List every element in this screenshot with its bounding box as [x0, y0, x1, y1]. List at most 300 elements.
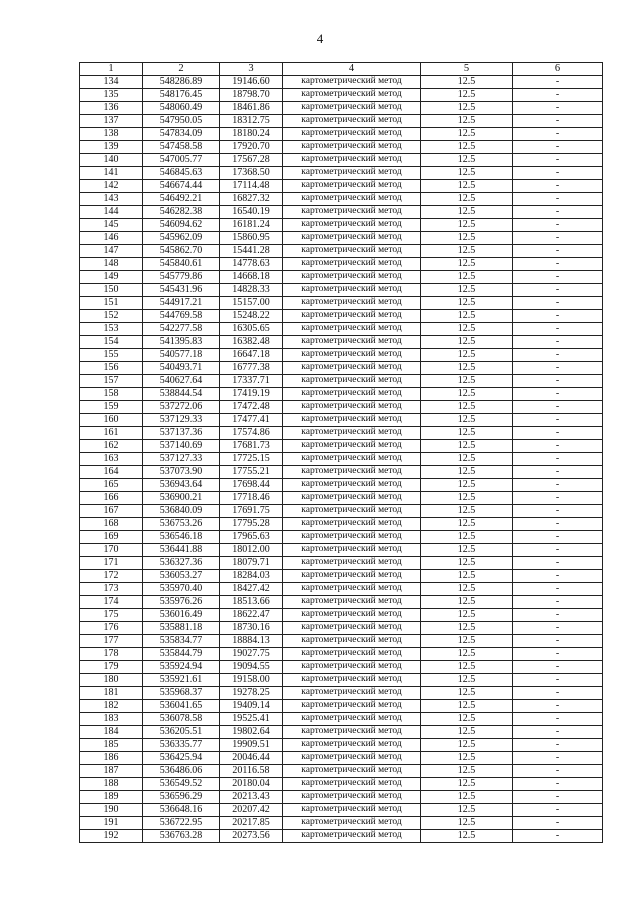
- method-cell: картометрический метод: [283, 726, 421, 739]
- accuracy-cell: 12.5: [421, 674, 513, 687]
- x-coordinate-cell: 536425.94: [143, 752, 220, 765]
- y-coordinate-cell: 16827.32: [220, 193, 283, 206]
- accuracy-cell: 12.5: [421, 453, 513, 466]
- method-cell: картометрический метод: [283, 115, 421, 128]
- y-coordinate-cell: 18180.24: [220, 128, 283, 141]
- method-cell: картометрический метод: [283, 674, 421, 687]
- accuracy-cell: 12.5: [421, 492, 513, 505]
- note-cell: -: [513, 648, 603, 661]
- table-row: [80, 583, 603, 596]
- note-cell: -: [513, 284, 603, 297]
- method-cell: картометрический метод: [283, 245, 421, 258]
- y-coordinate-cell: 19146.60: [220, 76, 283, 89]
- method-cell: картометрический метод: [283, 518, 421, 531]
- method-cell: картометрический метод: [283, 271, 421, 284]
- note-cell: -: [513, 739, 603, 752]
- point-number-cell: 144: [80, 206, 143, 219]
- y-coordinate-cell: 18312.75: [220, 115, 283, 128]
- accuracy-cell: 12.5: [421, 648, 513, 661]
- y-coordinate-cell: 20207.42: [220, 804, 283, 817]
- method-cell: картометрический метод: [283, 817, 421, 830]
- method-cell: картометрический метод: [283, 310, 421, 323]
- point-number-cell: 171: [80, 557, 143, 570]
- point-number-cell: 190: [80, 804, 143, 817]
- point-number-cell: 169: [80, 531, 143, 544]
- table-row: [80, 336, 603, 349]
- header-row: [80, 63, 603, 76]
- point-number-cell: 168: [80, 518, 143, 531]
- point-number-cell: 135: [80, 89, 143, 102]
- column-header: 6: [513, 63, 603, 76]
- table-row: [80, 297, 603, 310]
- note-cell: -: [513, 635, 603, 648]
- note-cell: -: [513, 622, 603, 635]
- y-coordinate-cell: 15157.00: [220, 297, 283, 310]
- method-cell: картометрический метод: [283, 635, 421, 648]
- method-cell: картометрический метод: [283, 531, 421, 544]
- method-cell: картометрический метод: [283, 297, 421, 310]
- accuracy-cell: 12.5: [421, 817, 513, 830]
- point-number-cell: 159: [80, 401, 143, 414]
- note-cell: -: [513, 89, 603, 102]
- note-cell: -: [513, 154, 603, 167]
- y-coordinate-cell: 20217.85: [220, 817, 283, 830]
- x-coordinate-cell: 537127.33: [143, 453, 220, 466]
- table-row: [80, 765, 603, 778]
- note-cell: -: [513, 674, 603, 687]
- y-coordinate-cell: 16777.38: [220, 362, 283, 375]
- method-cell: картометрический метод: [283, 648, 421, 661]
- note-cell: -: [513, 193, 603, 206]
- point-number-cell: 176: [80, 622, 143, 635]
- accuracy-cell: 12.5: [421, 830, 513, 843]
- method-cell: картометрический метод: [283, 219, 421, 232]
- point-number-cell: 164: [80, 466, 143, 479]
- x-coordinate-cell: 535881.18: [143, 622, 220, 635]
- y-coordinate-cell: 18798.70: [220, 89, 283, 102]
- method-cell: картометрический метод: [283, 739, 421, 752]
- x-coordinate-cell: 535844.79: [143, 648, 220, 661]
- table-row: [80, 518, 603, 531]
- x-coordinate-cell: 537137.36: [143, 427, 220, 440]
- table-row: [80, 440, 603, 453]
- x-coordinate-cell: 536078.58: [143, 713, 220, 726]
- accuracy-cell: 12.5: [421, 505, 513, 518]
- method-cell: картометрический метод: [283, 596, 421, 609]
- x-coordinate-cell: 535976.26: [143, 596, 220, 609]
- point-number-cell: 165: [80, 479, 143, 492]
- accuracy-cell: 12.5: [421, 349, 513, 362]
- table-row: [80, 479, 603, 492]
- y-coordinate-cell: 18284.03: [220, 570, 283, 583]
- accuracy-cell: 12.5: [421, 115, 513, 128]
- y-coordinate-cell: 17795.28: [220, 518, 283, 531]
- point-number-cell: 192: [80, 830, 143, 843]
- y-coordinate-cell: 17965.63: [220, 531, 283, 544]
- note-cell: -: [513, 544, 603, 557]
- y-coordinate-cell: 17337.71: [220, 375, 283, 388]
- y-coordinate-cell: 20213.43: [220, 791, 283, 804]
- accuracy-cell: 12.5: [421, 271, 513, 284]
- point-number-cell: 184: [80, 726, 143, 739]
- x-coordinate-cell: 536549.52: [143, 778, 220, 791]
- method-cell: картометрический метод: [283, 466, 421, 479]
- method-cell: картометрический метод: [283, 414, 421, 427]
- accuracy-cell: 12.5: [421, 193, 513, 206]
- method-cell: картометрический метод: [283, 206, 421, 219]
- point-number-cell: 157: [80, 375, 143, 388]
- y-coordinate-cell: 17681.73: [220, 440, 283, 453]
- point-number-cell: 178: [80, 648, 143, 661]
- point-number-cell: 158: [80, 388, 143, 401]
- note-cell: -: [513, 596, 603, 609]
- note-cell: -: [513, 297, 603, 310]
- table-row: [80, 310, 603, 323]
- accuracy-cell: 12.5: [421, 141, 513, 154]
- point-number-cell: 154: [80, 336, 143, 349]
- column-header: 2: [143, 63, 220, 76]
- note-cell: -: [513, 713, 603, 726]
- method-cell: картометрический метод: [283, 609, 421, 622]
- method-cell: картометрический метод: [283, 193, 421, 206]
- table-row: [80, 284, 603, 297]
- y-coordinate-cell: 19278.25: [220, 687, 283, 700]
- column-header: 5: [421, 63, 513, 76]
- point-number-cell: 137: [80, 115, 143, 128]
- table-row: [80, 401, 603, 414]
- note-cell: -: [513, 323, 603, 336]
- accuracy-cell: 12.5: [421, 401, 513, 414]
- accuracy-cell: 12.5: [421, 791, 513, 804]
- table-row: [80, 115, 603, 128]
- point-number-cell: 167: [80, 505, 143, 518]
- note-cell: -: [513, 271, 603, 284]
- table-row: [80, 271, 603, 284]
- accuracy-cell: 12.5: [421, 739, 513, 752]
- x-coordinate-cell: 547834.09: [143, 128, 220, 141]
- y-coordinate-cell: 17691.75: [220, 505, 283, 518]
- point-number-cell: 161: [80, 427, 143, 440]
- accuracy-cell: 12.5: [421, 687, 513, 700]
- accuracy-cell: 12.5: [421, 323, 513, 336]
- point-number-cell: 143: [80, 193, 143, 206]
- accuracy-cell: 12.5: [421, 245, 513, 258]
- accuracy-cell: 12.5: [421, 466, 513, 479]
- note-cell: -: [513, 531, 603, 544]
- y-coordinate-cell: 18730.16: [220, 622, 283, 635]
- y-coordinate-cell: 16181.24: [220, 219, 283, 232]
- accuracy-cell: 12.5: [421, 609, 513, 622]
- point-number-cell: 191: [80, 817, 143, 830]
- x-coordinate-cell: 544769.58: [143, 310, 220, 323]
- accuracy-cell: 12.5: [421, 661, 513, 674]
- point-number-cell: 181: [80, 687, 143, 700]
- note-cell: -: [513, 427, 603, 440]
- point-number-cell: 146: [80, 232, 143, 245]
- x-coordinate-cell: 548286.89: [143, 76, 220, 89]
- method-cell: картометрический метод: [283, 479, 421, 492]
- x-coordinate-cell: 536016.49: [143, 609, 220, 622]
- table-row: [80, 713, 603, 726]
- y-coordinate-cell: 14668.18: [220, 271, 283, 284]
- accuracy-cell: 12.5: [421, 479, 513, 492]
- y-coordinate-cell: 15248.22: [220, 310, 283, 323]
- accuracy-cell: 12.5: [421, 427, 513, 440]
- accuracy-cell: 12.5: [421, 726, 513, 739]
- accuracy-cell: 12.5: [421, 284, 513, 297]
- accuracy-cell: 12.5: [421, 375, 513, 388]
- accuracy-cell: 12.5: [421, 531, 513, 544]
- table-row: [80, 258, 603, 271]
- x-coordinate-cell: 540577.18: [143, 349, 220, 362]
- y-coordinate-cell: 17755.21: [220, 466, 283, 479]
- y-coordinate-cell: 17920.70: [220, 141, 283, 154]
- accuracy-cell: 12.5: [421, 154, 513, 167]
- table-row: [80, 349, 603, 362]
- method-cell: картометрический метод: [283, 583, 421, 596]
- table-body: [80, 76, 603, 843]
- note-cell: -: [513, 440, 603, 453]
- table-row: [80, 427, 603, 440]
- note-cell: -: [513, 518, 603, 531]
- y-coordinate-cell: 17567.28: [220, 154, 283, 167]
- note-cell: -: [513, 453, 603, 466]
- note-cell: -: [513, 219, 603, 232]
- note-cell: -: [513, 167, 603, 180]
- x-coordinate-cell: 547458.58: [143, 141, 220, 154]
- table-row: [80, 141, 603, 154]
- y-coordinate-cell: 18079.71: [220, 557, 283, 570]
- x-coordinate-cell: 546674.44: [143, 180, 220, 193]
- note-cell: -: [513, 128, 603, 141]
- table-row: [80, 375, 603, 388]
- table-row: [80, 492, 603, 505]
- accuracy-cell: 12.5: [421, 414, 513, 427]
- accuracy-cell: 12.5: [421, 76, 513, 89]
- accuracy-cell: 12.5: [421, 596, 513, 609]
- x-coordinate-cell: 536648.16: [143, 804, 220, 817]
- table-row: [80, 687, 603, 700]
- x-coordinate-cell: 546282.38: [143, 206, 220, 219]
- y-coordinate-cell: 17472.48: [220, 401, 283, 414]
- table-row: [80, 323, 603, 336]
- method-cell: картометрический метод: [283, 700, 421, 713]
- x-coordinate-cell: 535968.37: [143, 687, 220, 700]
- y-coordinate-cell: 20046.44: [220, 752, 283, 765]
- y-coordinate-cell: 17419.19: [220, 388, 283, 401]
- note-cell: -: [513, 505, 603, 518]
- x-coordinate-cell: 537272.06: [143, 401, 220, 414]
- x-coordinate-cell: 536486.06: [143, 765, 220, 778]
- x-coordinate-cell: 548060.49: [143, 102, 220, 115]
- point-number-cell: 134: [80, 76, 143, 89]
- note-cell: -: [513, 245, 603, 258]
- note-cell: -: [513, 375, 603, 388]
- x-coordinate-cell: 540627.64: [143, 375, 220, 388]
- accuracy-cell: 12.5: [421, 232, 513, 245]
- table-row: [80, 609, 603, 622]
- table-row: [80, 648, 603, 661]
- point-number-cell: 153: [80, 323, 143, 336]
- method-cell: картометрический метод: [283, 258, 421, 271]
- method-cell: картометрический метод: [283, 622, 421, 635]
- table-row: [80, 388, 603, 401]
- table-row: [80, 89, 603, 102]
- y-coordinate-cell: 18427.42: [220, 583, 283, 596]
- method-cell: картометрический метод: [283, 804, 421, 817]
- table-row: [80, 544, 603, 557]
- method-cell: картометрический метод: [283, 752, 421, 765]
- method-cell: картометрический метод: [283, 89, 421, 102]
- accuracy-cell: 12.5: [421, 102, 513, 115]
- point-number-cell: 150: [80, 284, 143, 297]
- method-cell: картометрический метод: [283, 388, 421, 401]
- method-cell: картометрический метод: [283, 544, 421, 557]
- method-cell: картометрический метод: [283, 427, 421, 440]
- point-number-cell: 187: [80, 765, 143, 778]
- y-coordinate-cell: 18461.86: [220, 102, 283, 115]
- method-cell: картометрический метод: [283, 167, 421, 180]
- table-row: [80, 180, 603, 193]
- point-number-cell: 173: [80, 583, 143, 596]
- note-cell: -: [513, 141, 603, 154]
- table-row: [80, 102, 603, 115]
- table-row: [80, 414, 603, 427]
- x-coordinate-cell: 546094.62: [143, 219, 220, 232]
- note-cell: -: [513, 258, 603, 271]
- table-row: [80, 193, 603, 206]
- table-row: [80, 791, 603, 804]
- point-number-cell: 140: [80, 154, 143, 167]
- x-coordinate-cell: 538844.54: [143, 388, 220, 401]
- x-coordinate-cell: 536840.09: [143, 505, 220, 518]
- method-cell: картометрический метод: [283, 687, 421, 700]
- method-cell: картометрический метод: [283, 375, 421, 388]
- table-row: [80, 700, 603, 713]
- x-coordinate-cell: 545962.09: [143, 232, 220, 245]
- note-cell: -: [513, 570, 603, 583]
- note-cell: -: [513, 609, 603, 622]
- x-coordinate-cell: 536722.95: [143, 817, 220, 830]
- x-coordinate-cell: 537140.69: [143, 440, 220, 453]
- point-number-cell: 142: [80, 180, 143, 193]
- note-cell: -: [513, 687, 603, 700]
- y-coordinate-cell: 14828.33: [220, 284, 283, 297]
- y-coordinate-cell: 16305.65: [220, 323, 283, 336]
- method-cell: картометрический метод: [283, 440, 421, 453]
- y-coordinate-cell: 20273.56: [220, 830, 283, 843]
- table-row: [80, 362, 603, 375]
- note-cell: -: [513, 765, 603, 778]
- x-coordinate-cell: 545431.96: [143, 284, 220, 297]
- point-number-cell: 162: [80, 440, 143, 453]
- note-cell: -: [513, 232, 603, 245]
- y-coordinate-cell: 17114.48: [220, 180, 283, 193]
- x-coordinate-cell: 536943.64: [143, 479, 220, 492]
- point-number-cell: 189: [80, 791, 143, 804]
- y-coordinate-cell: 15860.95: [220, 232, 283, 245]
- y-coordinate-cell: 14778.63: [220, 258, 283, 271]
- note-cell: -: [513, 102, 603, 115]
- y-coordinate-cell: 17698.44: [220, 479, 283, 492]
- table-row: [80, 245, 603, 258]
- x-coordinate-cell: 536753.26: [143, 518, 220, 531]
- coordinates-table: [79, 62, 603, 843]
- accuracy-cell: 12.5: [421, 128, 513, 141]
- table-row: [80, 622, 603, 635]
- accuracy-cell: 12.5: [421, 388, 513, 401]
- note-cell: -: [513, 401, 603, 414]
- note-cell: -: [513, 362, 603, 375]
- point-number-cell: 152: [80, 310, 143, 323]
- table-row: [80, 76, 603, 89]
- point-number-cell: 174: [80, 596, 143, 609]
- point-number-cell: 148: [80, 258, 143, 271]
- table-row: [80, 219, 603, 232]
- accuracy-cell: 12.5: [421, 440, 513, 453]
- table-row: [80, 596, 603, 609]
- point-number-cell: 136: [80, 102, 143, 115]
- note-cell: -: [513, 479, 603, 492]
- x-coordinate-cell: 546492.21: [143, 193, 220, 206]
- point-number-cell: 156: [80, 362, 143, 375]
- y-coordinate-cell: 16382.48: [220, 336, 283, 349]
- accuracy-cell: 12.5: [421, 206, 513, 219]
- accuracy-cell: 12.5: [421, 89, 513, 102]
- note-cell: -: [513, 206, 603, 219]
- accuracy-cell: 12.5: [421, 700, 513, 713]
- x-coordinate-cell: 535834.77: [143, 635, 220, 648]
- y-coordinate-cell: 17368.50: [220, 167, 283, 180]
- table-row: [80, 726, 603, 739]
- accuracy-cell: 12.5: [421, 180, 513, 193]
- y-coordinate-cell: 18012.00: [220, 544, 283, 557]
- method-cell: картометрический метод: [283, 713, 421, 726]
- accuracy-cell: 12.5: [421, 778, 513, 791]
- note-cell: -: [513, 336, 603, 349]
- point-number-cell: 155: [80, 349, 143, 362]
- note-cell: -: [513, 557, 603, 570]
- point-number-cell: 179: [80, 661, 143, 674]
- method-cell: картометрический метод: [283, 284, 421, 297]
- table-row: [80, 739, 603, 752]
- x-coordinate-cell: 545862.70: [143, 245, 220, 258]
- method-cell: картометрический метод: [283, 362, 421, 375]
- accuracy-cell: 12.5: [421, 310, 513, 323]
- method-cell: картометрический метод: [283, 141, 421, 154]
- point-number-cell: 188: [80, 778, 143, 791]
- table-row: [80, 206, 603, 219]
- point-number-cell: 166: [80, 492, 143, 505]
- table-row: [80, 830, 603, 843]
- note-cell: -: [513, 76, 603, 89]
- method-cell: картометрический метод: [283, 336, 421, 349]
- x-coordinate-cell: 540493.71: [143, 362, 220, 375]
- y-coordinate-cell: 19909.51: [220, 739, 283, 752]
- point-number-cell: 182: [80, 700, 143, 713]
- note-cell: -: [513, 830, 603, 843]
- method-cell: картометрический метод: [283, 492, 421, 505]
- y-coordinate-cell: 16540.19: [220, 206, 283, 219]
- table-row: [80, 752, 603, 765]
- y-coordinate-cell: 19094.55: [220, 661, 283, 674]
- note-cell: -: [513, 492, 603, 505]
- accuracy-cell: 12.5: [421, 167, 513, 180]
- y-coordinate-cell: 17574.86: [220, 427, 283, 440]
- method-cell: картометрический метод: [283, 765, 421, 778]
- accuracy-cell: 12.5: [421, 219, 513, 232]
- note-cell: -: [513, 310, 603, 323]
